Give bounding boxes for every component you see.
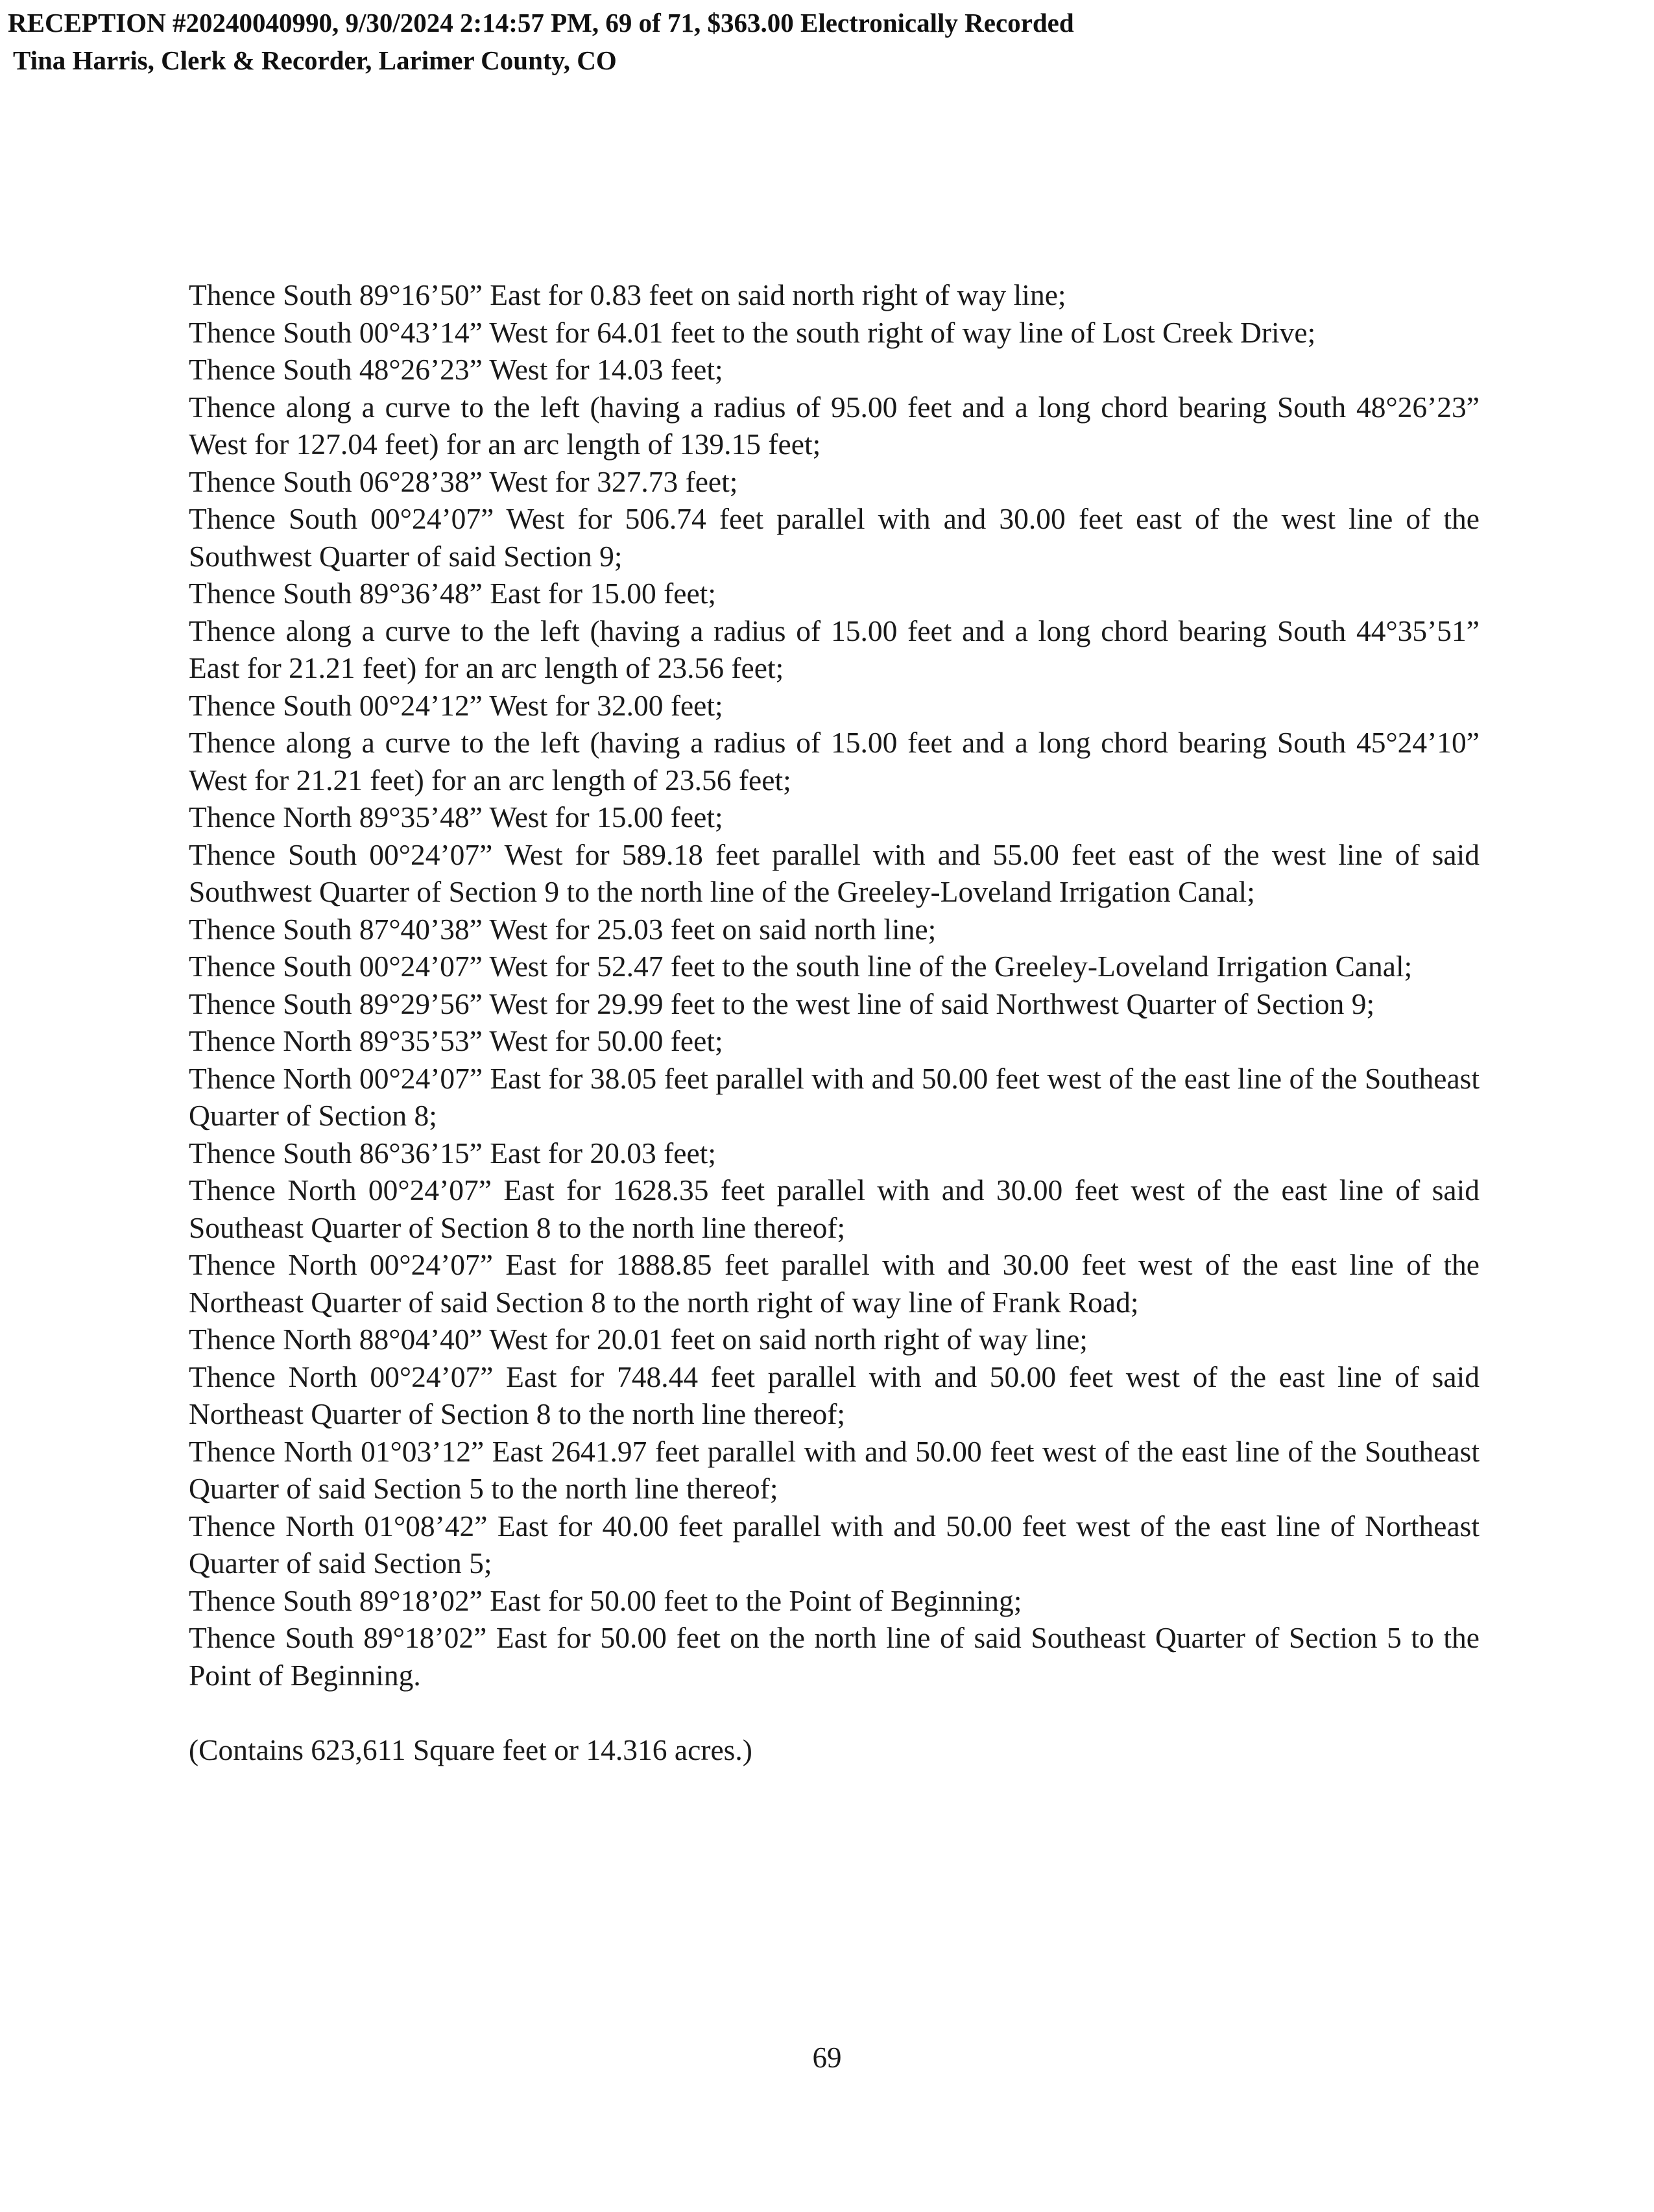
course-24: Thence North 01°08’42” East for 40.00 feet parallel with and 50.00 feet west of the east line of Northeast Quarter of said Section 5; (189, 1509, 1480, 1580)
course-5: Thence South 06°28’38” West for 327.73 feet; (189, 464, 738, 498)
course-18: Thence South 86°36’15” East for 20.03 feet; (189, 1136, 716, 1170)
course-10: Thence along a curve to the left (having a radius of 15.00 feet and a long chord bearing South 45°24’10” West for 21.21 feet) for an arc length of 23.56 feet; (189, 726, 1480, 797)
course-9: Thence South 00°24’12” West for 32.00 feet; (189, 688, 723, 722)
course-4: Thence along a curve to the left (having a radius of 95.00 feet and a long chord bearing South 48°26’23” West for 127.04 feet) for an arc length of 139.15 feet; (189, 390, 1480, 461)
course-21: Thence North 88°04’40” West for 20.01 feet on said north right of way line; (189, 1323, 1088, 1356)
course-20: Thence North 00°24’07” East for 1888.85 feet parallel with and 30.00 feet west of the east line of the Northeast Quarter of said Section 8 to the north right of way line of Frank Road; (189, 1248, 1480, 1319)
course-3: Thence South 48°26’23” West for 14.03 feet; (189, 353, 723, 386)
recording-stamp-line-1: RECEPTION #20240040990, 9/30/2024 2:14:57 PM, 69 of 71, $363.00 Electronically Recorded (8, 8, 1074, 38)
course-26: Thence South 89°18’02” East for 50.00 feet on the north line of said Southeast Quarter of Section 5 to the Point of Beginning. (189, 1621, 1480, 1692)
course-15: Thence South 89°29’56” West for 29.99 feet to the west line of said Northwest Quarter of Section 9; (189, 987, 1375, 1020)
course-13: Thence South 87°40’38” West for 25.03 feet on said north line; (189, 912, 937, 946)
course-2: Thence South 00°43’14” West for 64.01 feet to the south right of way line of Lost Creek Drive; (189, 315, 1316, 349)
page-number: 69 (812, 2041, 842, 2074)
course-12: Thence South 00°24’07” West for 589.18 feet parallel with and 55.00 feet east of the west line of said Southwest Quarter of Section 9 to the north line of the Greeley-Loveland Irrigation Canal; (189, 837, 1480, 908)
course-8: Thence along a curve to the left (having a radius of 15.00 feet and a long chord bearing South 44°35’51” East for 21.21 feet) for an arc length of 23.56 feet; (189, 614, 1480, 684)
course-11: Thence North 89°35’48” West for 15.00 feet; (189, 800, 723, 834)
course-16: Thence North 89°35’53” West for 50.00 feet; (189, 1024, 723, 1057)
course-14: Thence South 00°24’07” West for 52.47 feet to the south line of the Greeley-Loveland Irrigation Canal; (189, 950, 1413, 983)
recording-stamp-line-2: Tina Harris, Clerk & Recorder, Larimer County, CO (13, 45, 617, 75)
course-22: Thence North 00°24’07” East for 748.44 feet parallel with and 50.00 feet west of the east line of said Northeast Quarter of Section 8 to the north line thereof; (189, 1360, 1480, 1430)
paragraph-spacer (189, 1694, 1480, 1731)
recording-stamp (8, 4, 1074, 79)
course-7: Thence South 89°36’48” East for 15.00 feet; (189, 577, 716, 610)
legal-description (189, 276, 1480, 1768)
course-1: Thence South 89°16’50” East for 0.83 feet on said north right of way line; (189, 278, 1066, 311)
course-25: Thence South 89°18’02” East for 50.00 feet to the Point of Beginning; (189, 1583, 1022, 1617)
course-6: Thence South 00°24’07” West for 506.74 feet parallel with and 30.00 feet east of the west line of the Southwest Quarter of said Section 9; (189, 502, 1480, 573)
area-note: (Contains 623,611 Square feet or 14.316 acres.) (189, 1733, 752, 1766)
course-23: Thence North 01°03’12” East 2641.97 feet parallel with and 50.00 feet west of the east line of the Southeast Quarter of said Section 5 to the north line thereof; (189, 1434, 1480, 1505)
course-17: Thence North 00°24’07” East for 38.05 feet parallel with and 50.00 feet west of the east line of the Southeast Quarter of Section 8; (189, 1061, 1480, 1132)
course-19: Thence North 00°24’07” East for 1628.35 feet parallel with and 30.00 feet west of the east line of said Southeast Quarter of Section 8 to the north line thereof; (189, 1173, 1480, 1244)
